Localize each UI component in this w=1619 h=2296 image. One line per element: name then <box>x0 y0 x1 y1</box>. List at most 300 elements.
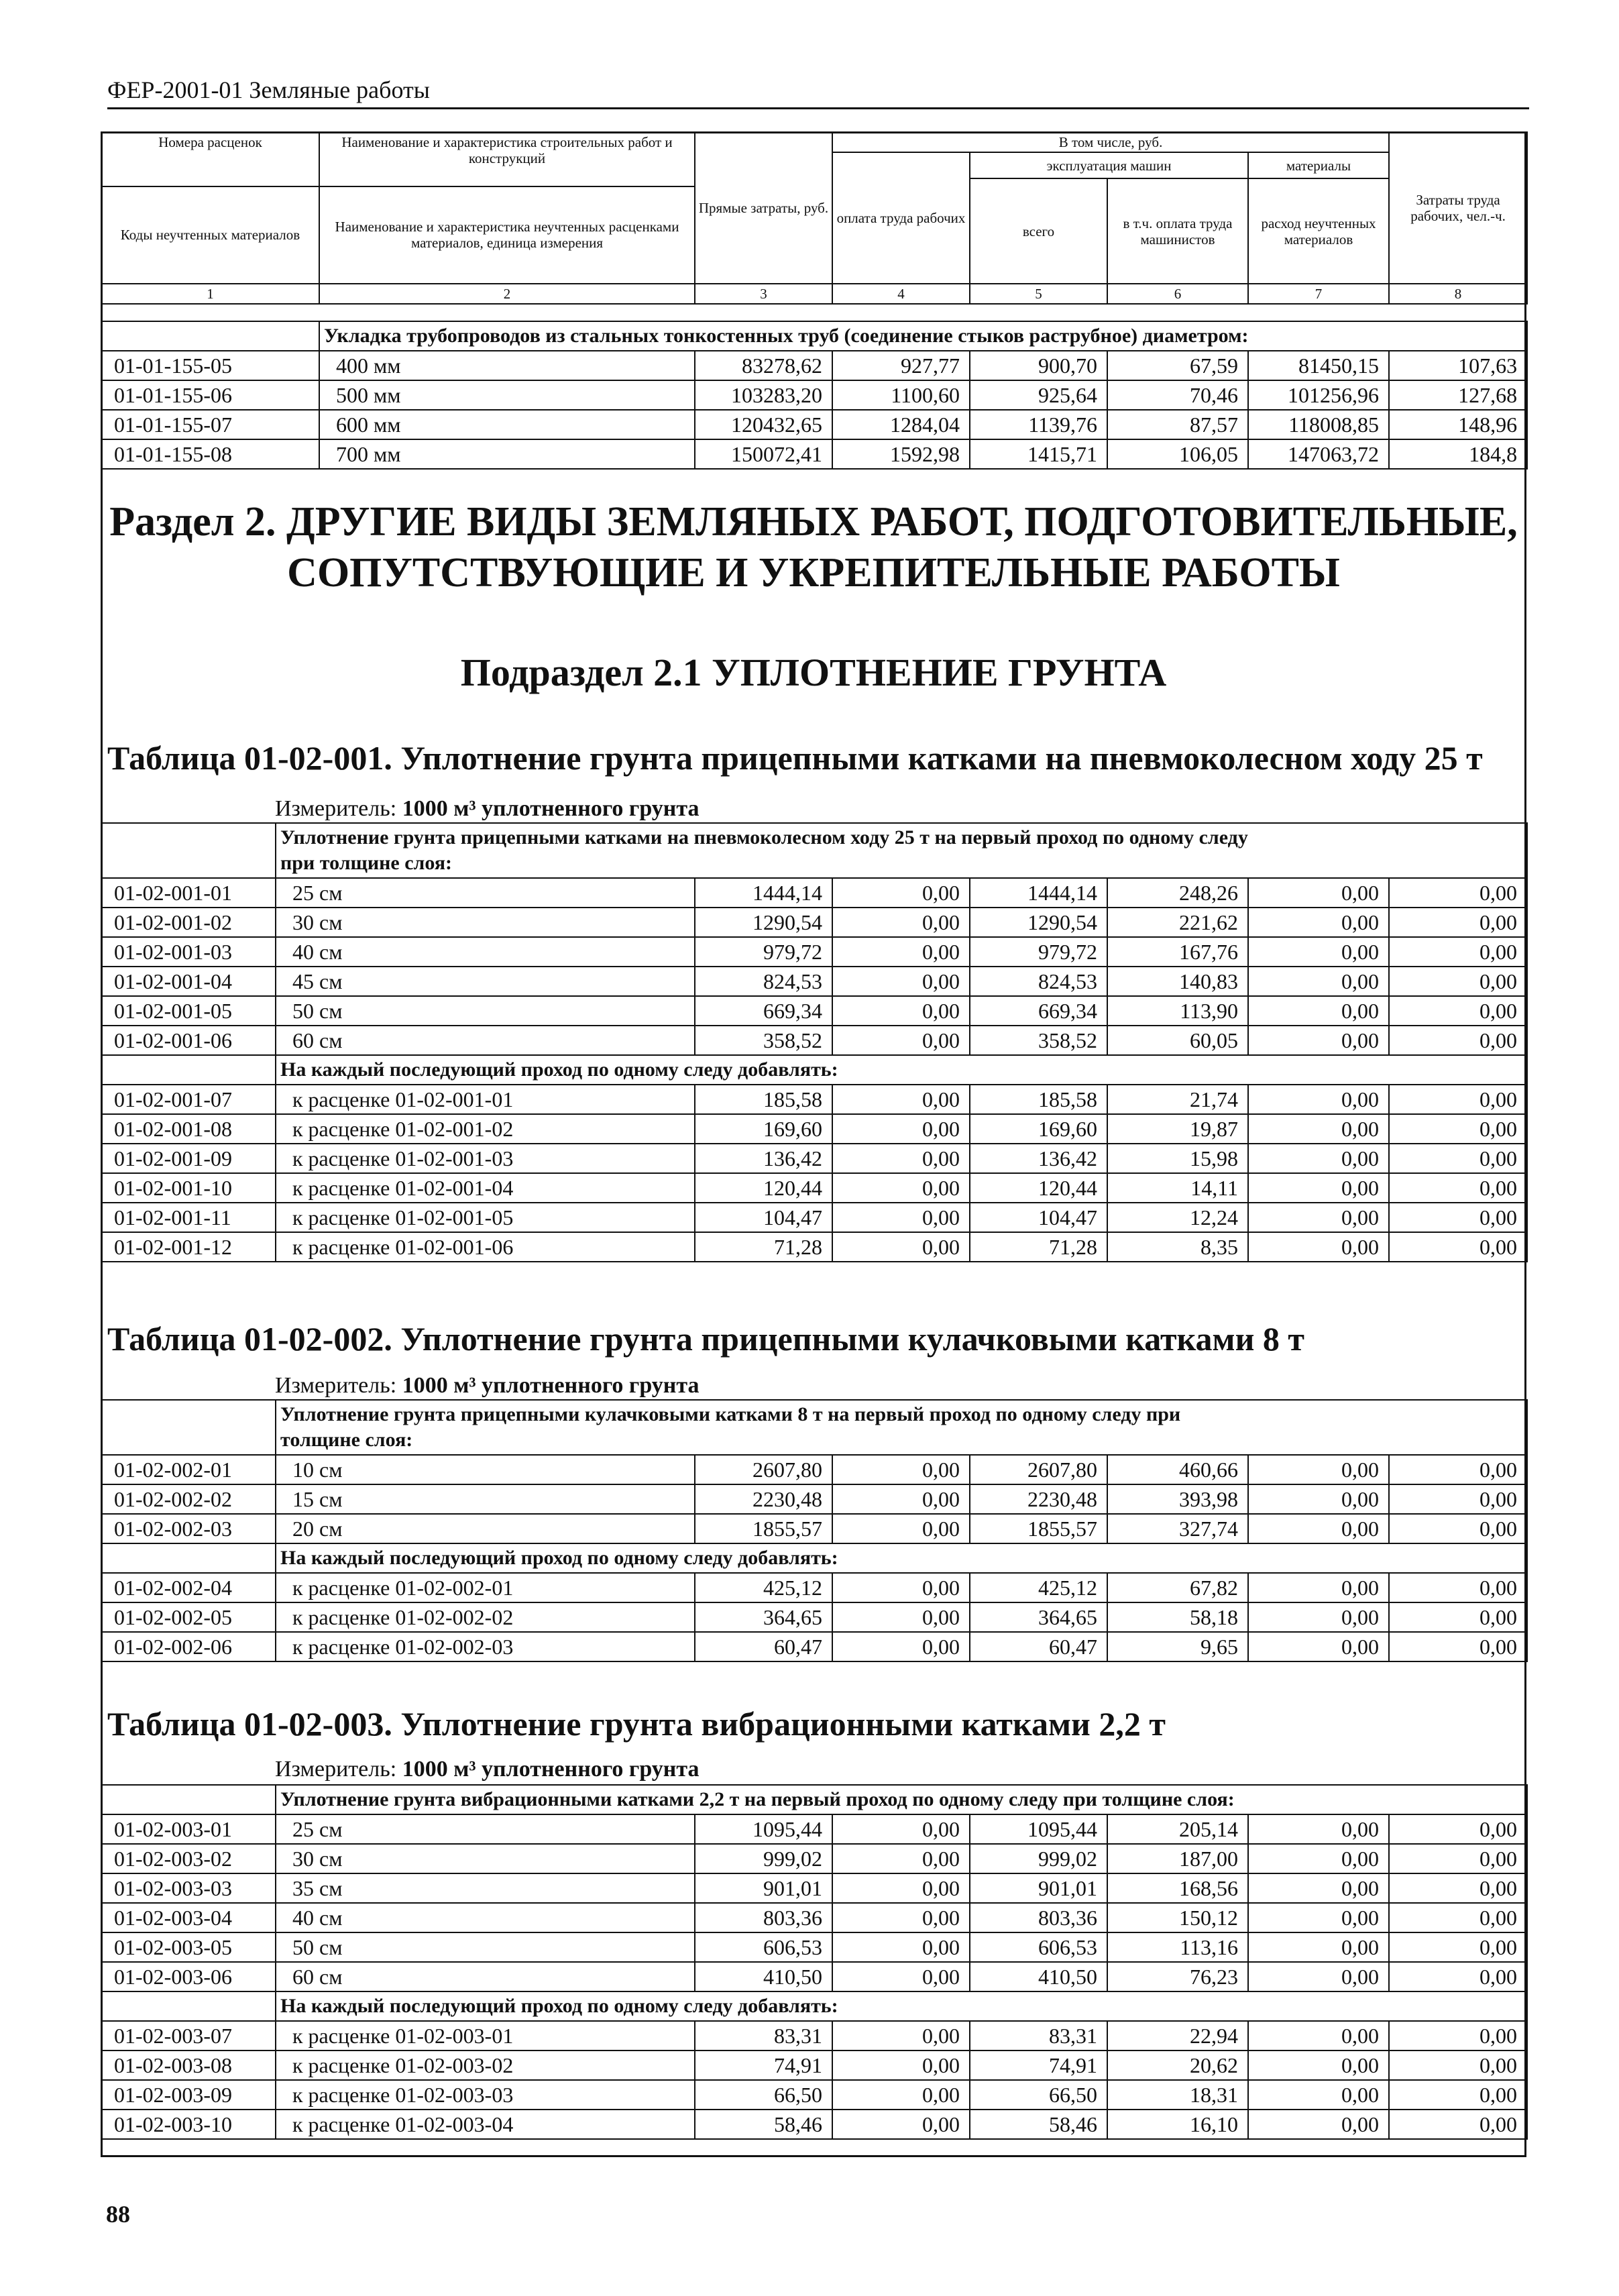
table-row <box>101 937 1527 967</box>
machines-total-cell: 803,36 <box>970 1903 1107 1932</box>
labor-pay-cell: 0,00 <box>832 2080 970 2110</box>
table-row <box>101 351 1527 380</box>
rate-name-cell: 700 мм <box>319 439 695 469</box>
machines-total-cell: 58,46 <box>970 2110 1107 2139</box>
direct-cost-cell: 74,91 <box>695 2051 832 2080</box>
machines-total-cell: 410,50 <box>970 1962 1107 1991</box>
materials-cell: 0,00 <box>1248 996 1389 1026</box>
machines-labor-pay-cell: 106,05 <box>1107 439 1248 469</box>
t1-table <box>101 822 1528 1262</box>
rate-code-cell: 01-02-001-12 <box>101 1232 276 1262</box>
materials-cell: 0,00 <box>1248 1514 1389 1543</box>
machines-total-cell: 83,31 <box>970 2021 1107 2051</box>
header-machines: эксплуатация машин <box>970 152 1248 178</box>
table-row <box>101 908 1527 937</box>
direct-cost-cell: 120,44 <box>695 1173 832 1203</box>
table-row <box>101 1085 1527 1114</box>
header-machines-labor: в т.ч. оплата труда машинистов <box>1107 178 1248 284</box>
materials-cell: 0,00 <box>1248 2080 1389 2110</box>
rate-name-cell: к расценке 01-02-001-06 <box>276 1232 695 1262</box>
header-materials-sub: расход неучтенных материалов <box>1248 178 1389 284</box>
labor-hours-cell: 0,00 <box>1389 878 1527 908</box>
materials-cell: 0,00 <box>1248 1932 1389 1962</box>
direct-cost-cell: 150072,41 <box>695 439 832 469</box>
rate-code-cell: 01-01-155-06 <box>101 380 319 410</box>
table-row <box>101 1232 1527 1262</box>
direct-cost-cell: 425,12 <box>695 1573 832 1602</box>
rate-name-cell: 60 см <box>276 1026 695 1055</box>
materials-cell: 0,00 <box>1248 1114 1389 1144</box>
labor-hours-cell: 0,00 <box>1389 1903 1527 1932</box>
materials-cell: 0,00 <box>1248 1602 1389 1632</box>
rate-code-cell: 01-02-001-04 <box>101 967 276 996</box>
pipes-rows <box>101 351 1527 469</box>
table-row <box>101 996 1527 1026</box>
direct-cost-cell: 803,36 <box>695 1903 832 1932</box>
direct-cost-cell: 979,72 <box>695 937 832 967</box>
machines-total-cell: 358,52 <box>970 1026 1107 1055</box>
rate-code-cell: 01-02-002-02 <box>101 1484 276 1514</box>
direct-cost-cell: 1290,54 <box>695 908 832 937</box>
machines-labor-pay-cell: 67,59 <box>1107 351 1248 380</box>
labor-hours-cell: 0,00 <box>1389 2080 1527 2110</box>
labor-hours-cell: 0,00 <box>1389 1455 1527 1484</box>
direct-cost-cell: 60,47 <box>695 1632 832 1661</box>
materials-cell: 0,00 <box>1248 1962 1389 1991</box>
table-row <box>101 2051 1527 2080</box>
machines-total-cell: 669,34 <box>970 996 1107 1026</box>
machines-total-cell: 1290,54 <box>970 908 1107 937</box>
table-row <box>101 2021 1527 2051</box>
t1-rows-a <box>101 878 1527 1055</box>
machines-labor-pay-cell: 168,56 <box>1107 1873 1248 1903</box>
labor-pay-cell: 0,00 <box>832 1573 970 1602</box>
labor-pay-cell: 0,00 <box>832 1114 970 1144</box>
table-row <box>101 1026 1527 1055</box>
table-row <box>101 967 1527 996</box>
machines-labor-pay-cell: 60,05 <box>1107 1026 1248 1055</box>
header-including: В том числе, руб. <box>832 132 1389 152</box>
rate-name-cell: 50 см <box>276 996 695 1026</box>
rate-code-cell: 01-02-003-05 <box>101 1932 276 1962</box>
rate-name-cell: к расценке 01-02-001-02 <box>276 1114 695 1144</box>
rate-code-cell: 01-02-002-01 <box>101 1455 276 1484</box>
machines-labor-pay-cell: 8,35 <box>1107 1232 1248 1262</box>
rate-code-cell: 01-02-001-11 <box>101 1203 276 1232</box>
machines-labor-pay-cell: 113,90 <box>1107 996 1248 1026</box>
t2-subtitle-b: На каждый последующий проход по одному следу добавлять: <box>276 1543 1527 1573</box>
rate-code-cell: 01-02-001-05 <box>101 996 276 1026</box>
labor-hours-cell: 0,00 <box>1389 2110 1527 2139</box>
table-row <box>101 1632 1527 1661</box>
table-row <box>101 1455 1527 1484</box>
rate-code-cell: 01-02-002-05 <box>101 1602 276 1632</box>
materials-cell: 147063,72 <box>1248 439 1389 469</box>
materials-cell: 0,00 <box>1248 1632 1389 1661</box>
rate-name-cell: 50 см <box>276 1932 695 1962</box>
pipes-block <box>101 321 1526 470</box>
labor-hours-cell: 0,00 <box>1389 1602 1527 1632</box>
t1-block <box>101 822 1526 1262</box>
table-row <box>101 1114 1527 1144</box>
labor-hours-cell: 0,00 <box>1389 1573 1527 1602</box>
labor-pay-cell: 0,00 <box>832 1484 970 1514</box>
labor-pay-cell: 0,00 <box>832 1203 970 1232</box>
machines-labor-pay-cell: 221,62 <box>1107 908 1248 937</box>
rate-code-cell: 01-01-155-08 <box>101 439 319 469</box>
labor-hours-cell: 0,00 <box>1389 2021 1527 2051</box>
machines-total-cell: 824,53 <box>970 967 1107 996</box>
header-labor-cost: Затраты труда рабочих, чел.-ч. <box>1389 132 1527 284</box>
machines-labor-pay-cell: 76,23 <box>1107 1962 1248 1991</box>
rate-name-cell: к расценке 01-02-003-04 <box>276 2110 695 2139</box>
labor-pay-cell: 0,00 <box>832 878 970 908</box>
t3-rows-a <box>101 1814 1527 1991</box>
materials-cell: 118008,85 <box>1248 410 1389 439</box>
labor-pay-cell: 0,00 <box>832 1814 970 1844</box>
header-name-bottom: Наименование и характеристика неучтенных расценками материалов, единица измерения <box>319 186 695 284</box>
machines-labor-pay-cell: 18,31 <box>1107 2080 1248 2110</box>
labor-hours-cell: 0,00 <box>1389 1962 1527 1991</box>
machines-labor-pay-cell: 16,10 <box>1107 2110 1248 2139</box>
labor-pay-cell: 0,00 <box>832 1455 970 1484</box>
direct-cost-cell: 169,60 <box>695 1114 832 1144</box>
machines-total-cell: 1095,44 <box>970 1814 1107 1844</box>
labor-hours-cell: 0,00 <box>1389 1873 1527 1903</box>
labor-hours-cell: 0,00 <box>1389 1026 1527 1055</box>
labor-pay-cell: 1100,60 <box>832 380 970 410</box>
direct-cost-cell: 120432,65 <box>695 410 832 439</box>
direct-cost-cell: 185,58 <box>695 1085 832 1114</box>
labor-pay-cell: 0,00 <box>832 908 970 937</box>
labor-pay-cell: 0,00 <box>832 2021 970 2051</box>
machines-labor-pay-cell: 19,87 <box>1107 1114 1248 1144</box>
table-row <box>101 878 1527 908</box>
rate-name-cell: 25 см <box>276 1814 695 1844</box>
page-header <box>107 75 1529 109</box>
direct-cost-cell: 103283,20 <box>695 380 832 410</box>
direct-cost-cell: 83278,62 <box>695 351 832 380</box>
rate-code-cell: 01-02-001-10 <box>101 1173 276 1203</box>
labor-pay-cell: 0,00 <box>832 1514 970 1543</box>
header-direct: Прямые затраты, руб. <box>695 132 832 284</box>
machines-total-cell: 1444,14 <box>970 878 1107 908</box>
labor-pay-cell: 0,00 <box>832 1602 970 1632</box>
machines-total-cell: 901,01 <box>970 1873 1107 1903</box>
table-row <box>101 1514 1527 1543</box>
table-row <box>101 410 1527 439</box>
rate-name-cell: к расценке 01-02-002-01 <box>276 1573 695 1602</box>
labor-pay-cell: 0,00 <box>832 1232 970 1262</box>
materials-cell: 0,00 <box>1248 878 1389 908</box>
t1-subtitle-b: На каждый последующий проход по одному следу добавлять: <box>276 1055 1527 1085</box>
pipes-table <box>101 321 1528 470</box>
labor-pay-cell: 0,00 <box>832 1932 970 1962</box>
materials-cell: 0,00 <box>1248 1844 1389 1873</box>
col-number: 4 <box>832 284 970 304</box>
machines-total-cell: 364,65 <box>970 1602 1107 1632</box>
rate-code-cell: 01-02-003-02 <box>101 1844 276 1873</box>
materials-cell: 0,00 <box>1248 1085 1389 1114</box>
page-number: 88 <box>106 2201 130 2228</box>
machines-labor-pay-cell: 15,98 <box>1107 1144 1248 1173</box>
rate-name-cell: 40 см <box>276 937 695 967</box>
labor-hours-cell: 0,00 <box>1389 1085 1527 1114</box>
header-machines-total: всего <box>970 178 1107 284</box>
materials-cell: 0,00 <box>1248 1173 1389 1203</box>
rate-code-cell: 01-02-001-02 <box>101 908 276 937</box>
direct-cost-cell: 358,52 <box>695 1026 832 1055</box>
rate-name-cell: 600 мм <box>319 410 695 439</box>
labor-hours-cell: 0,00 <box>1389 1173 1527 1203</box>
labor-hours-cell: 0,00 <box>1389 1144 1527 1173</box>
direct-cost-cell: 669,34 <box>695 996 832 1026</box>
machines-labor-pay-cell: 9,65 <box>1107 1632 1248 1661</box>
labor-hours-cell: 0,00 <box>1389 1844 1527 1873</box>
col-number: 8 <box>1389 284 1527 304</box>
labor-pay-cell: 0,00 <box>832 1026 970 1055</box>
machines-total-cell: 185,58 <box>970 1085 1107 1114</box>
direct-cost-cell: 1444,14 <box>695 878 832 908</box>
rate-name-cell: 10 см <box>276 1455 695 1484</box>
machines-total-cell: 979,72 <box>970 937 1107 967</box>
direct-cost-cell: 824,53 <box>695 967 832 996</box>
col-number: 5 <box>970 284 1107 304</box>
labor-pay-cell: 0,00 <box>832 1962 970 1991</box>
materials-cell: 0,00 <box>1248 1873 1389 1903</box>
labor-hours-cell: 0,00 <box>1389 1932 1527 1962</box>
labor-hours-cell: 0,00 <box>1389 1632 1527 1661</box>
rate-code-cell: 01-02-001-06 <box>101 1026 276 1055</box>
rate-code-cell: 01-02-003-10 <box>101 2110 276 2139</box>
labor-pay-cell: 0,00 <box>832 2051 970 2080</box>
measure-label: Измеритель: <box>275 1373 397 1398</box>
pipes-subtitle: Укладка трубопроводов из стальных тонкостенных труб (соединение стыков раструбное) диаметром: <box>319 321 1527 351</box>
table-row <box>101 1873 1527 1903</box>
materials-cell: 0,00 <box>1248 1814 1389 1844</box>
subsection-title: Подраздел 2.1 УПЛОТНЕНИЕ ГРУНТА <box>460 651 1167 694</box>
machines-total-cell: 606,53 <box>970 1932 1107 1962</box>
labor-pay-cell: 0,00 <box>832 2110 970 2139</box>
labor-pay-cell: 0,00 <box>832 937 970 967</box>
machines-total-cell: 74,91 <box>970 2051 1107 2080</box>
rate-name-cell: к расценке 01-02-003-02 <box>276 2051 695 2080</box>
col-number: 7 <box>1248 284 1389 304</box>
direct-cost-cell: 999,02 <box>695 1844 832 1873</box>
labor-pay-cell: 0,00 <box>832 1144 970 1173</box>
table-row <box>101 1962 1527 1991</box>
rate-code-cell: 01-02-001-03 <box>101 937 276 967</box>
t2-subtitle <box>276 1400 1527 1455</box>
machines-labor-pay-cell: 14,11 <box>1107 1173 1248 1203</box>
direct-cost-cell: 104,47 <box>695 1203 832 1232</box>
table-row <box>101 1144 1527 1173</box>
measure-value: 1000 м³ уплотненного грунта <box>402 1757 700 1782</box>
labor-hours-cell: 0,00 <box>1389 1484 1527 1514</box>
labor-pay-cell: 1592,98 <box>832 439 970 469</box>
table-row <box>101 1484 1527 1514</box>
table-row <box>101 1173 1527 1203</box>
machines-labor-pay-cell: 67,82 <box>1107 1573 1248 1602</box>
header-name-top: Наименование и характеристика строительных работ и конструкций <box>319 132 695 186</box>
rate-code-cell: 01-02-002-06 <box>101 1632 276 1661</box>
rate-name-cell: к расценке 01-02-002-03 <box>276 1632 695 1661</box>
machines-total-cell: 60,47 <box>970 1632 1107 1661</box>
rate-code-cell: 01-02-003-01 <box>101 1814 276 1844</box>
col-number: 2 <box>319 284 695 304</box>
materials-cell: 0,00 <box>1248 937 1389 967</box>
materials-cell: 0,00 <box>1248 967 1389 996</box>
machines-labor-pay-cell: 21,74 <box>1107 1085 1248 1114</box>
machines-labor-pay-cell: 58,18 <box>1107 1602 1248 1632</box>
machines-total-cell: 1855,57 <box>970 1514 1107 1543</box>
labor-pay-cell: 0,00 <box>832 1173 970 1203</box>
rate-code-cell: 01-02-003-08 <box>101 2051 276 2080</box>
machines-total-cell: 999,02 <box>970 1844 1107 1873</box>
section-title-line1: Раздел 2. ДРУГИЕ ВИДЫ ЗЕМЛЯНЫХ РАБОТ, ПОДГОТОВИТЕЛЬНЫЕ, <box>109 499 1518 545</box>
table-row <box>101 1573 1527 1602</box>
t2-table <box>101 1399 1528 1662</box>
labor-hours-cell: 0,00 <box>1389 2051 1527 2080</box>
table-row <box>101 1814 1527 1844</box>
rate-code-cell: 01-02-003-04 <box>101 1903 276 1932</box>
machines-total-cell: 71,28 <box>970 1232 1107 1262</box>
measure-t3 <box>275 1756 700 1783</box>
rate-name-cell: к расценке 01-02-001-05 <box>276 1203 695 1232</box>
header-materials: материалы <box>1248 152 1389 178</box>
t2-subtitle-line2: толщине слоя: <box>280 1429 413 1451</box>
machines-total-cell: 104,47 <box>970 1203 1107 1232</box>
rate-name-cell: 40 см <box>276 1903 695 1932</box>
rate-code-cell: 01-02-003-06 <box>101 1962 276 1991</box>
table-title-t3: Таблица 01-02-003. Уплотнение грунта вибрационными катками 2,2 т <box>107 1705 1166 1743</box>
labor-pay-cell: 0,00 <box>832 967 970 996</box>
t1-rows-b <box>101 1085 1527 1262</box>
rate-name-cell: 30 см <box>276 908 695 937</box>
labor-pay-cell: 0,00 <box>832 1844 970 1873</box>
labor-hours-cell: 0,00 <box>1389 1814 1527 1844</box>
labor-hours-cell: 0,00 <box>1389 967 1527 996</box>
materials-cell: 101256,96 <box>1248 380 1389 410</box>
machines-total-cell: 425,12 <box>970 1573 1107 1602</box>
labor-hours-cell: 0,00 <box>1389 908 1527 937</box>
section-title-line2: СОПУТСТВУЮЩИЕ И УКРЕПИТЕЛЬНЫЕ РАБОТЫ <box>287 550 1340 596</box>
t2-rows-a <box>101 1455 1527 1543</box>
table-row <box>101 380 1527 410</box>
machines-labor-pay-cell: 205,14 <box>1107 1814 1248 1844</box>
direct-cost-cell: 1855,57 <box>695 1514 832 1543</box>
machines-labor-pay-cell: 327,74 <box>1107 1514 1248 1543</box>
machines-labor-pay-cell: 20,62 <box>1107 2051 1248 2080</box>
machines-labor-pay-cell: 70,46 <box>1107 380 1248 410</box>
rate-name-cell: 60 см <box>276 1962 695 1991</box>
header-code-bottom: Коды неучтенных материалов <box>101 186 319 284</box>
t3-subtitle: Уплотнение грунта вибрационными катками 2,2 т на первый проход по одному следу при толщине слоя: <box>276 1785 1527 1814</box>
t1-subtitle-line1: Уплотнение грунта прицепными катками на пневмоколесном ходу 25 т на первый проход по одному следу <box>280 826 1248 849</box>
machines-total-cell: 2607,80 <box>970 1455 1107 1484</box>
rate-code-cell: 01-02-001-08 <box>101 1114 276 1144</box>
measure-value: 1000 м³ уплотненного грунта <box>402 796 700 821</box>
machines-labor-pay-cell: 140,83 <box>1107 967 1248 996</box>
machines-total-cell: 136,42 <box>970 1144 1107 1173</box>
direct-cost-cell: 1095,44 <box>695 1814 832 1844</box>
rate-name-cell: 400 мм <box>319 351 695 380</box>
rate-code-cell: 01-01-155-07 <box>101 410 319 439</box>
machines-total-cell: 1139,76 <box>970 410 1107 439</box>
rate-name-cell: к расценке 01-02-003-03 <box>276 2080 695 2110</box>
materials-cell: 0,00 <box>1248 1144 1389 1173</box>
machines-labor-pay-cell: 187,00 <box>1107 1844 1248 1873</box>
rate-name-cell: 35 см <box>276 1873 695 1903</box>
materials-cell: 0,00 <box>1248 1903 1389 1932</box>
rate-code-cell: 01-02-003-09 <box>101 2080 276 2110</box>
t3-block <box>101 1784 1526 2140</box>
machines-total-cell: 66,50 <box>970 2080 1107 2110</box>
direct-cost-cell: 364,65 <box>695 1602 832 1632</box>
labor-pay-cell: 1284,04 <box>832 410 970 439</box>
machines-labor-pay-cell: 248,26 <box>1107 878 1248 908</box>
labor-pay-cell: 0,00 <box>832 1873 970 1903</box>
materials-cell: 0,00 <box>1248 1573 1389 1602</box>
machines-labor-pay-cell: 12,24 <box>1107 1203 1248 1232</box>
table-row <box>101 1602 1527 1632</box>
labor-pay-cell: 0,00 <box>832 996 970 1026</box>
direct-cost-cell: 66,50 <box>695 2080 832 2110</box>
machines-labor-pay-cell: 22,94 <box>1107 2021 1248 2051</box>
materials-cell: 0,00 <box>1248 908 1389 937</box>
rate-code-cell: 01-02-001-07 <box>101 1085 276 1114</box>
table-row <box>101 2080 1527 2110</box>
rate-name-cell: 30 см <box>276 1844 695 1873</box>
t2-rows-b <box>101 1573 1527 1661</box>
rate-name-cell: к расценке 01-02-003-01 <box>276 2021 695 2051</box>
rate-code-cell: 01-02-002-04 <box>101 1573 276 1602</box>
rate-code-cell: 01-02-001-09 <box>101 1144 276 1173</box>
measure-t2 <box>275 1372 700 1399</box>
machines-total-cell: 900,70 <box>970 351 1107 380</box>
labor-pay-cell: 0,00 <box>832 1632 970 1661</box>
header-labor-pay: оплата труда рабочих <box>832 152 970 284</box>
materials-cell: 0,00 <box>1248 2110 1389 2139</box>
rate-name-cell: к расценке 01-02-001-01 <box>276 1085 695 1114</box>
t1-subtitle <box>276 823 1527 878</box>
t2-subtitle-line1: Уплотнение грунта прицепными кулачковыми катками 8 т на первый проход по одному следу при <box>280 1403 1181 1425</box>
machines-total-cell: 2230,48 <box>970 1484 1107 1514</box>
machines-labor-pay-cell: 150,12 <box>1107 1903 1248 1932</box>
direct-cost-cell: 71,28 <box>695 1232 832 1262</box>
rate-name-cell: 25 см <box>276 878 695 908</box>
t1-subtitle-line2: при толщине слоя: <box>280 852 453 874</box>
table-row <box>101 1932 1527 1962</box>
rate-name-cell: к расценке 01-02-001-04 <box>276 1173 695 1203</box>
table-row <box>101 2110 1527 2139</box>
materials-cell: 0,00 <box>1248 1203 1389 1232</box>
direct-cost-cell: 58,46 <box>695 2110 832 2139</box>
measure-t1 <box>275 796 700 822</box>
machines-labor-pay-cell: 113,16 <box>1107 1932 1248 1962</box>
rate-code-cell: 01-01-155-05 <box>101 351 319 380</box>
labor-hours-cell: 107,63 <box>1389 351 1527 380</box>
table-title-t2: Таблица 01-02-002. Уплотнение грунта прицепными кулачковыми катками 8 т <box>107 1320 1304 1358</box>
direct-cost-cell: 2230,48 <box>695 1484 832 1514</box>
table-row <box>101 1903 1527 1932</box>
materials-cell: 0,00 <box>1248 2021 1389 2051</box>
machines-total-cell: 1415,71 <box>970 439 1107 469</box>
labor-hours-cell: 148,96 <box>1389 410 1527 439</box>
materials-cell: 81450,15 <box>1248 351 1389 380</box>
machines-total-cell: 169,60 <box>970 1114 1107 1144</box>
labor-pay-cell: 0,00 <box>832 1903 970 1932</box>
